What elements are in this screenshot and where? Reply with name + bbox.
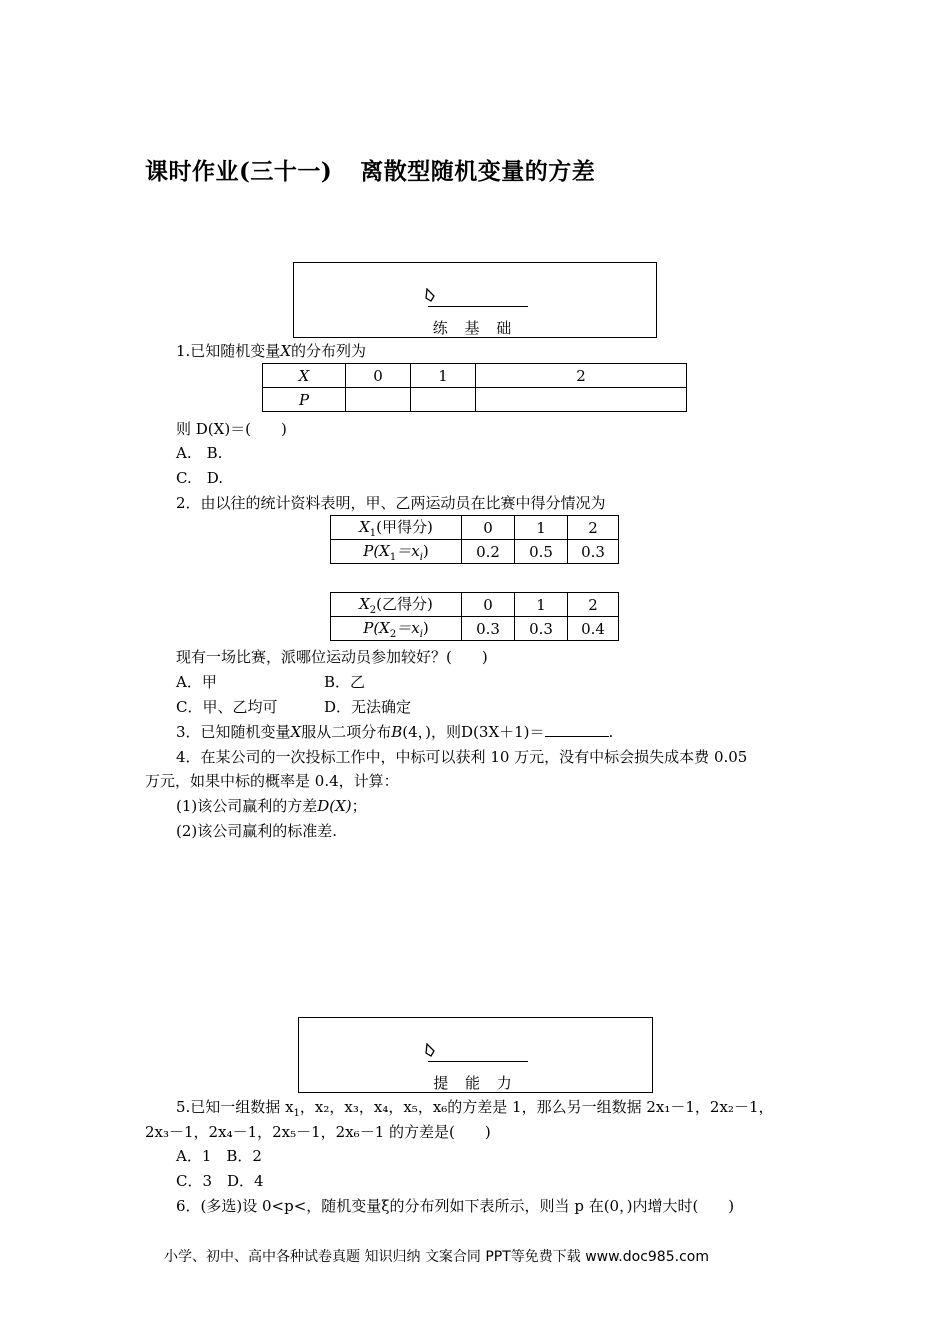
q5-option-cd: C．3 D．4 [176,1172,264,1190]
q1-ask: 则 D(X)＝( ) [176,420,287,438]
section-label-advanced: 提 能 力 [433,1074,518,1092]
q1-cell: P [263,388,346,412]
q3-text: 3．已知随机变量X服从二项分布B(4，)，则D(3X＋1)＝ . [176,723,614,741]
q2-t2-cell: 0 [462,593,515,617]
q1-option-ab: A. B. [176,444,223,462]
q1-cell [476,388,687,412]
q2-t1-cell: 0.5 [515,540,568,564]
q5-line1: 5.已知一组数据 $x_1$，x₂，x₃，x₄，x₅，x₆的方差是 1，那么另一组数据 2x₁－1，2x₂－1， [176,1098,774,1119]
q2-option-d: D．无法确定 [324,698,412,716]
q1-option-cd: C. D. [176,469,223,487]
q4-line2: 万元，如果中标的概率是 0.4，计算： [145,772,399,790]
q5-option-ab: A．1 B．2 [176,1147,262,1165]
pencil-icon [424,1043,436,1057]
title-sub: 离散型随机变量的方差 [360,158,596,185]
q2-table-1 [330,515,619,564]
page-footer: 小学、初中、高中各种试卷真题 知识归纳 文案合同 PPT等免费下载 www.doc985.com [164,1249,709,1265]
q1-intro: 1.已知随机变量X的分布列为 [176,342,367,360]
q2-t1-cell: 0.2 [462,540,515,564]
q2-t1-prob-label: $P(X_1=x_i)$ [331,540,462,564]
q2-t1-cell: 1 [515,516,568,540]
q3-answer-blank [545,722,609,737]
q6-text: 6．(多选)设 0<p<，随机变量ξ的分布列如下表所示，则当 p 在(0，)内增大时( ) [176,1197,735,1215]
q4-line1: 4．在某公司的一次投标工作中，中标可以获利 10 万元，没有中标会损失成本费 0.05 [176,748,748,766]
q1-cell: 1 [411,364,476,388]
q2-t2-header: $X_2$(乙得分) [331,593,462,617]
q2-t1-cell: 0 [462,516,515,540]
q1-cell: 0 [346,364,411,388]
title-main: 课时作业(三十一) [145,158,333,185]
q1-cell [346,388,411,412]
q2-t1-header: $X_1$(甲得分) [331,516,462,540]
q2-t2-cell: 2 [568,593,619,617]
q2-option-b: B．乙 [324,673,366,691]
q2-t2-prob-label: $P(X_2=x_i)$ [331,617,462,641]
q5-line2: 2x₃－1，2x₄－1，2x₅－1，2x₆－1 的方差是( ) [145,1123,491,1141]
q2-t1-cell: 2 [568,516,619,540]
q4-part2: (2)该公司赢利的标准差. [176,822,338,840]
q2-option-a: A．甲 [176,673,217,691]
q1-table [262,363,687,412]
q2-t2-cell: 1 [515,593,568,617]
q4-part1: (1)该公司赢利的方差D(X)； [176,797,367,815]
q1-cell: 2 [476,364,687,388]
section-label-basic: 练 基 础 [432,319,518,337]
q2-option-c: C．甲、乙均可 [176,698,278,716]
pencil-icon [424,288,436,302]
q1-cell [411,388,476,412]
q2-table-2 [330,592,619,641]
page-title [145,153,595,186]
q2-t1-cell: 0.3 [568,540,619,564]
q1-cell: X [263,364,346,388]
section-box-advanced [298,1017,653,1093]
q2-t2-cell: 0.3 [462,617,515,641]
section-box-basic [293,262,657,338]
q2-t2-cell: 0.4 [568,617,619,641]
q2-ask: 现有一场比赛，派哪位运动员参加较好？( ) [176,648,488,666]
q2-intro: 2．由以往的统计资料表明，甲、乙两运动员在比赛中得分情况为 [176,494,606,512]
q2-t2-cell: 0.3 [515,617,568,641]
